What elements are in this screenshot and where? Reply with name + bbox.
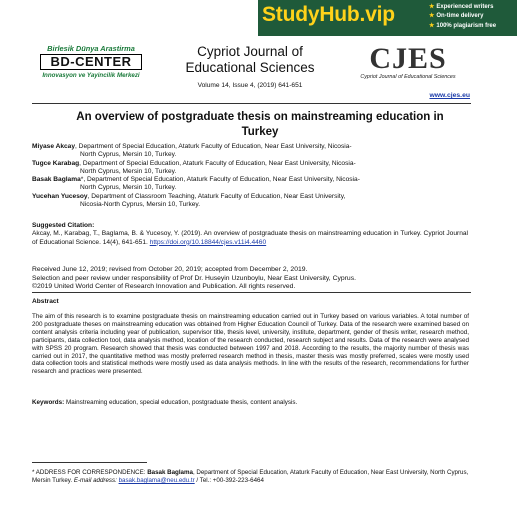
keywords [32,399,469,406]
copyright-note: ©2019 United World Center of Research Innovation and Publication. All rights reserved. [32,283,296,290]
volume-info: Volume 14, Issue 4, (2019) 641-651 [197,82,303,89]
citation-body: Akcay, M., Karabag, T., Baglama, B. & Yucesoy, Y. (2019). An overview of postgraduate thesis on mainstreaming education in Turkey. Cypriot Journal of Educational Science. 14(4), 641-651. [32,230,468,246]
header-divider [32,103,471,104]
author-name: Miyase Akcay [32,143,76,150]
bd-logo-top-text: Birlesik Dünya Arastirma [47,44,135,53]
star-icon: ★ [429,4,435,10]
banner-feature: 100% plagiarism free [436,22,497,29]
abstract-heading: Abstract [32,298,59,305]
footnote-email-label: E-mail address: [73,477,117,484]
footnote-email-link[interactable]: basak.baglama@neu.edu.tr [118,477,195,484]
abstract-text: The aim of this research is to examine postgraduate thesis on mainstreaming education carried out in Turkey based on various variables. A total number of 200 postgraduate theses on mainstreaming education was obtained from Higher Education Council of Turkey. Data of the research were examined based on content analysis criteria including year of publication, supervisor title, thesis level, university, institute, department, gender of thesis writer, research method, participants, data collection tool, data analysis method, location of the research conducted, research subject and results. Data of the research were analysed with SPSS 20 program. Research showed that thesis was conducted between 1997 and 2018. According to the results, the majority number of thesis was carried out in 2017, the quantitative method was mostly preferred research method in thesis, master thesis was mostly preferred, scales were mostly used data collection tools and statistical methods were mostly used as data analysis methods. In line with the results of the research, recommendations for further research and practices were presented. [32,313,469,376]
author-affiliation: *, Department of Special Education, Ataturk Faculty of Education, Near East University, Nicosia- [80,176,360,184]
keywords-list: Mainstreaming education, special education, postgraduate thesis, content analysis. [64,399,298,406]
author-list [32,143,472,209]
bd-logo-main-text: BD-CENTER [40,54,142,70]
bd-center-logo [32,44,150,88]
author-affiliation-cont: North Cyprus, Mersin 10, Turkey. [80,184,177,192]
citation-label: Suggested Citation: [32,222,95,229]
doi-link[interactable]: https://doi.org/10.18844/cjes.v11i4.4460 [149,238,267,246]
keywords-label: Keywords: [32,399,65,406]
author-entry [32,193,472,210]
author-affiliation: , Department of Special Education, Ataturk Faculty of Education, Near East University, Nicosia- [75,143,352,150]
author-affiliation-cont: North Cyprus, Mersin 10, Turkey. [80,151,177,159]
author-affiliation-cont: Nicosia-North Cyprus, Mersin 10, Turkey. [80,201,201,209]
citation-text [32,230,468,247]
publication-history [32,266,472,292]
banner-feature: Experienced writers [436,4,494,10]
author-affiliation: , Department of Classroom Teaching, Ataturk Faculty of Education, Near East University, [87,192,346,200]
peer-review-note: Selection and peer review under responsibility of Prof Dr. Huseyin Uzunboylu, Near East University, Cyprus. [32,274,357,282]
author-affiliation: , Department of Special Education, Ataturk Faculty of Education, Near East University, Nicosia- [79,159,356,167]
footnote-prefix: * ADDRESS FOR CORRESPONDENCE: [32,469,148,476]
author-entry [32,143,472,160]
author-name: Basak Baglama [32,176,81,184]
cjes-logo-text: CJES [369,42,447,75]
footnote-divider [32,462,147,463]
bd-logo-bottom-text: Innovasyon ve Yayincilik Merkezi [42,72,140,79]
received-dates: Received June 12, 2019; revised from October 20, 2019; accepted from December 2, 2019. [32,266,308,273]
author-entry [32,176,472,193]
journal-title: Cypriot Journal of Educational Sciences [185,44,315,75]
abstract-divider [32,292,471,293]
suggested-citation [32,222,468,247]
author-affiliation-cont: North Cyprus, Mersin 10, Turkey. [80,167,177,175]
cjes-logo [352,42,464,92]
footnote-name: Basak Baglama [147,469,193,476]
author-name: Yucehan Yucesoy [32,192,88,200]
ad-banner[interactable] [258,0,517,36]
cjes-logo-subtitle: Cypriot Journal of Educational Sciences [360,74,456,80]
footnote-tel: / Tel.: +00-392-223-6464 [194,477,264,484]
correspondence-footnote [32,469,472,485]
banner-feature: On-time delivery [436,13,484,20]
author-entry [32,160,472,177]
footnote-affiliation: , Department of Special Education, Ataturk Faculty of Education, Near East University, North Cyprus, Mersin Turkey. [32,469,469,484]
star-icon: ★ [429,13,435,20]
author-name: Tugce Karabag [32,159,80,167]
banner-features [429,3,496,31]
journal-url-link[interactable]: www.cjes.eu [429,92,470,99]
banner-brand: StudyHub.vip [262,3,395,26]
star-icon: ★ [429,22,435,29]
paper-title: An overview of postgraduate thesis on mainstreaming education in Turkey [76,111,444,138]
